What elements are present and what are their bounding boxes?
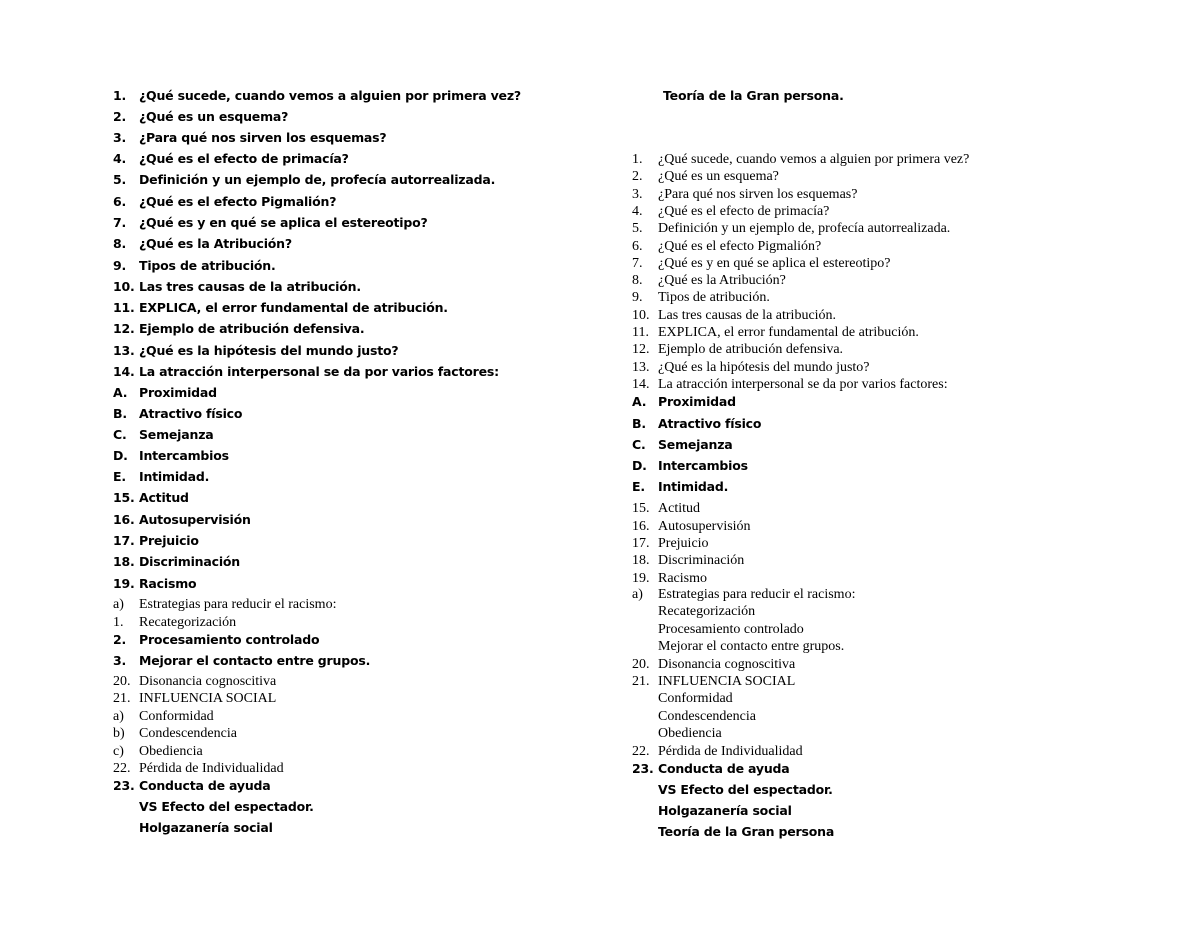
left-item-number: 12.: [113, 321, 135, 336]
right-item-text: Disonancia cognoscitiva: [658, 657, 796, 672]
left-item-text: Discriminación: [139, 554, 240, 569]
left-item-text: Pérdida de Individualidad: [139, 761, 284, 776]
right-item-text: Definición y un ejemplo de, profecía autorrealizada.: [658, 221, 951, 236]
left-item-text: Condescendencia: [139, 726, 237, 741]
right-item-text: Conducta de ayuda: [658, 761, 790, 776]
right-item-number: B.: [632, 416, 646, 431]
left-item-text: ¿Qué es el efecto Pigmalión?: [139, 194, 337, 209]
left-item-text: Prejuicio: [139, 533, 199, 548]
left-item-number: 1.: [113, 615, 124, 630]
left-item-text: Las tres causas de la atribución.: [139, 279, 361, 294]
right-item-text: ¿Qué es el efecto Pigmalión?: [658, 239, 822, 254]
right-item-text: Teoría de la Gran persona: [658, 824, 835, 839]
right-item-text: Intimidad.: [658, 479, 729, 494]
right-item-number: 22.: [632, 744, 650, 759]
left-item-number: C.: [113, 427, 127, 442]
left-item-text: VS Efecto del espectador.: [139, 799, 314, 814]
left-item-number: 9.: [113, 258, 127, 273]
right-item-text: Autosupervisión: [658, 519, 751, 534]
left-item-number: 19.: [113, 576, 135, 591]
left-item-text: Actitud: [139, 490, 189, 505]
left-item-number: 4.: [113, 151, 127, 166]
left-item-text: Estrategias para reducir el racismo:: [139, 597, 337, 612]
right-item-text: Holgazanería social: [658, 803, 792, 818]
left-item-text: Ejemplo de atribución defensiva.: [139, 321, 365, 336]
right-item-text: Proximidad: [658, 394, 736, 409]
right-item-text: Prejuicio: [658, 536, 709, 551]
right-item-number: 21.: [632, 674, 650, 689]
left-item-text: ¿Qué es el efecto de primacía?: [139, 151, 349, 166]
left-item-number: 2.: [113, 632, 127, 647]
left-item-number: 3.: [113, 653, 127, 668]
left-item-number: a): [113, 709, 124, 724]
left-item-number: 15.: [113, 490, 135, 505]
right-item-text: Estrategias para reducir el racismo:: [658, 587, 856, 602]
left-item-number: 8.: [113, 236, 127, 251]
right-item-number: A.: [632, 394, 647, 409]
left-item-text: Atractivo físico: [139, 406, 243, 421]
left-item-text: ¿Qué es y en qué se aplica el estereotipo?: [139, 215, 428, 230]
right-item-text: ¿Qué es la hipótesis del mundo justo?: [658, 360, 870, 375]
left-item-number: 1.: [113, 88, 127, 103]
right-item-text: EXPLICA, el error fundamental de atribución.: [658, 325, 919, 340]
right-item-number: a): [632, 587, 643, 602]
right-item-text: Semejanza: [658, 437, 733, 452]
left-item-number: 6.: [113, 194, 127, 209]
left-item-text: Definición y un ejemplo de, profecía autorrealizada.: [139, 172, 496, 187]
left-item-text: Holgazanería social: [139, 820, 273, 835]
right-item-number: 15.: [632, 501, 650, 516]
right-item-number: 9.: [632, 290, 643, 305]
right-item-text: Intercambios: [658, 458, 748, 473]
right-item-number: E.: [632, 479, 645, 494]
right-item-text: ¿Qué es la Atribución?: [658, 273, 786, 288]
right-item-text: ¿Qué es y en qué se aplica el estereotipo?: [658, 256, 891, 271]
right-item-number: 8.: [632, 273, 643, 288]
left-item-number: 20.: [113, 674, 131, 689]
right-item-text: Racismo: [658, 571, 707, 586]
right-item-text: VS Efecto del espectador.: [658, 782, 833, 797]
right-item-number: 16.: [632, 519, 650, 534]
right-item-number: 20.: [632, 657, 650, 672]
left-item-number: 11.: [113, 300, 135, 315]
left-item-text: Autosupervisión: [139, 512, 251, 527]
left-item-text: Proximidad: [139, 385, 217, 400]
right-item-number: 1.: [632, 152, 643, 167]
right-item-text: Actitud: [658, 501, 700, 516]
left-item-number: A.: [113, 385, 128, 400]
left-item-text: Tipos de atribución.: [139, 258, 276, 273]
left-item-text: ¿Qué sucede, cuando vemos a alguien por primera vez?: [139, 88, 521, 103]
left-item-text: Conformidad: [139, 709, 214, 724]
right-item-number: 7.: [632, 256, 643, 271]
right-item-text: Recategorización: [658, 604, 756, 619]
left-item-text: Obediencia: [139, 744, 203, 759]
right-item-number: 14.: [632, 377, 650, 392]
left-item-number: B.: [113, 406, 127, 421]
left-item-number: 16.: [113, 512, 135, 527]
right-item-text: Atractivo físico: [658, 416, 762, 431]
right-item-number: 11.: [632, 325, 649, 340]
left-item-text: Conducta de ayuda: [139, 778, 271, 793]
left-item-number: 17.: [113, 533, 135, 548]
left-item-number: 13.: [113, 343, 135, 358]
left-item-text: Disonancia cognoscitiva: [139, 674, 277, 689]
left-item-number: 22.: [113, 761, 131, 776]
left-item-number: 2.: [113, 109, 127, 124]
left-item-number: 10.: [113, 279, 135, 294]
left-item-number: 14.: [113, 364, 135, 379]
left-item-number: 5.: [113, 172, 127, 187]
right-item-number: 23.: [632, 761, 654, 776]
left-item-number: E.: [113, 469, 126, 484]
right-item-number: 13.: [632, 360, 650, 375]
right-item-number: 4.: [632, 204, 643, 219]
right-item-text: INFLUENCIA SOCIAL: [658, 674, 796, 689]
right-item-text: La atracción interpersonal se da por varios factores:: [658, 377, 948, 392]
right-item-number: 6.: [632, 239, 643, 254]
left-item-number: 23.: [113, 778, 135, 793]
right-item-text: Mejorar el contacto entre grupos.: [658, 639, 845, 654]
right-item-text: Condescendencia: [658, 709, 756, 724]
left-item-text: Recategorización: [139, 615, 237, 630]
right-item-number: 19.: [632, 571, 650, 586]
right-item-number: 17.: [632, 536, 650, 551]
right-item-number: 10.: [632, 308, 650, 323]
left-item-number: 21.: [113, 691, 131, 706]
right-item-number: 3.: [632, 187, 643, 202]
left-item-text: ¿Qué es la Atribución?: [139, 236, 292, 251]
right-item-text: ¿Qué es el efecto de primacía?: [658, 204, 830, 219]
left-item-number: b): [113, 726, 125, 741]
left-item-text: ¿Qué es un esquema?: [139, 109, 289, 124]
right-item-number: 5.: [632, 221, 643, 236]
right-item-text: Pérdida de Individualidad: [658, 744, 803, 759]
right-item-number: D.: [632, 458, 647, 473]
right-item-number: C.: [632, 437, 646, 452]
left-item-text: INFLUENCIA SOCIAL: [139, 691, 277, 706]
left-item-text: Procesamiento controlado: [139, 632, 320, 647]
left-item-number: 7.: [113, 215, 127, 230]
left-item-number: 18.: [113, 554, 135, 569]
left-item-number: c): [113, 744, 124, 759]
left-item-text: Semejanza: [139, 427, 214, 442]
right-item-text: Discriminación: [658, 553, 745, 568]
right-item-number: 18.: [632, 553, 650, 568]
right-item-number: 12.: [632, 342, 650, 357]
left-item-text: EXPLICA, el error fundamental de atribución.: [139, 300, 448, 315]
left-item-text: ¿Para qué nos sirven los esquemas?: [139, 130, 387, 145]
right-item-text: Ejemplo de atribución defensiva.: [658, 342, 844, 357]
right-item-text: Conformidad: [658, 691, 733, 706]
left-item-text: Mejorar el contacto entre grupos.: [139, 653, 371, 668]
right-item-text: ¿Para qué nos sirven los esquemas?: [658, 187, 858, 202]
right-item-text: ¿Qué es un esquema?: [658, 169, 779, 184]
left-item-number: 3.: [113, 130, 127, 145]
right-item-text: ¿Qué sucede, cuando vemos a alguien por primera vez?: [658, 152, 970, 167]
right-item-text: Las tres causas de la atribución.: [658, 308, 837, 323]
left-item-number: D.: [113, 448, 128, 463]
right-top-line: Teoría de la Gran persona.: [663, 88, 844, 103]
left-item-text: Intercambios: [139, 448, 229, 463]
right-item-text: Obediencia: [658, 726, 722, 741]
right-item-text: Procesamiento controlado: [658, 622, 804, 637]
right-item-text: Tipos de atribución.: [658, 290, 770, 305]
left-item-number: a): [113, 597, 124, 612]
left-item-text: La atracción interpersonal se da por varios factores:: [139, 364, 499, 379]
left-item-text: Intimidad.: [139, 469, 210, 484]
left-item-text: ¿Qué es la hipótesis del mundo justo?: [139, 343, 399, 358]
right-item-number: 2.: [632, 169, 643, 184]
left-item-text: Racismo: [139, 576, 197, 591]
